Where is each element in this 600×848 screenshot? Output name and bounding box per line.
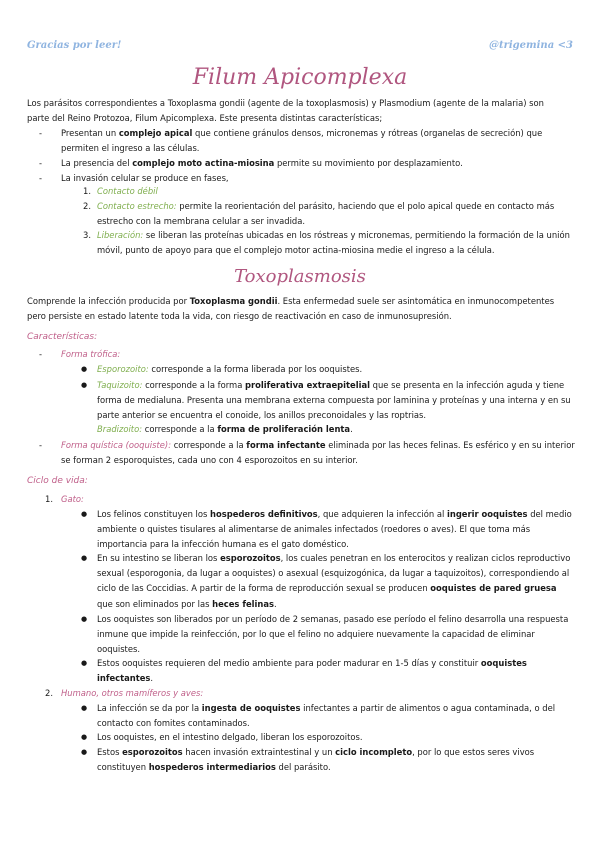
bullet-icon: ● — [81, 381, 88, 389]
gato-item: ● En su intestino se liberan los esporozoitos, los cuales penetran en los enterocitos y realizan ciclos reproductivo sexual (esporogonia, da lugar a ooquistes) o asexual (esquizogónica, da lugar a taquizoitos), correspondiendo al ciclo de las Coccidias. A partir de la forma de reproducción sexual se producen ooquistes de pared gruesa que son eliminados por las heces felinas. — [81, 553, 571, 609]
dash-marker: - — [39, 173, 43, 183]
bullet-icon: ● — [81, 704, 88, 712]
intro-line-2: parte del Reino Protozoa, Filum Apicomplexa. Este presenta distintas características; — [27, 113, 383, 124]
dash-marker: - — [39, 440, 43, 450]
humano-item: ● La infección se da por la ingesta de ooquistes infectantes a partir de alimentos o agua contaminada, o del contacto con fomites contaminados. — [81, 703, 556, 729]
taquizoito-item: ● Taquizoito: corresponde a la forma proliferativa extraepitelial que se presenta en la infección aguda y tiene forma de medialuna. Presenta una membrana externa compuesta por laminina y proteínas y una interna y en su parte anterior se encuentra el conoide, los anillos preconoidales y las roptrias. — [81, 380, 571, 421]
header-author: @trigemina <3 — [489, 40, 573, 51]
ciclo-heading: Ciclo de vida: — [27, 476, 88, 486]
intro-line-1: Los parásitos correspondientes a Toxoplasma gondii (agente de la toxoplasmosis) y Plasmodium (agente de la malaria) son — [27, 98, 544, 108]
forma-quistica-item: - Forma quística (ooquiste): corresponde a la forma infectante eliminada por las heces felinas. Es esférico y en su interior se forman 2 esporoquistes, cada uno con 4 esporozoitos en su interior. — [39, 440, 575, 466]
feature-item: - La presencia del complejo moto actina-miosina permite su movimiento por desplazamiento. — [61, 156, 577, 171]
dash-marker: - — [39, 158, 43, 168]
intro-paragraph — [27, 96, 575, 126]
characteristics-heading: Características: — [27, 332, 98, 342]
gato-heading: 1. Gato: — [45, 494, 84, 504]
bullet-icon: ● — [81, 365, 88, 373]
toxo-intro: Comprende la infección producida por Toxoplasma gondii. Esta enfermedad suele ser asintomática en inmunocompetentes pero persiste en estado latente toda la vida, con riesgo de reactivación en caso de inmunosupresión. — [27, 296, 555, 322]
phase-item: 3. Liberación: se liberan las proteínas ubicadas en los róstreas y micronemas, permitiendo la formación de la unión móvil, punto de apoyo para que el complejo motor actina-miosina medie el ingreso a la célula. — [83, 230, 570, 256]
bradizoito-item: Bradizoito: corresponde a la forma de proliferación lenta. — [97, 424, 353, 434]
bullet-icon: ● — [81, 659, 88, 667]
bullet-icon: ● — [81, 748, 88, 756]
dash-marker: - — [39, 128, 43, 138]
phase-item: 2. Contacto estrecho: permite la reorientación del parásito, haciendo que el polo apical quede en contacto más estrecho con la membrana celular a ser invadida. — [83, 201, 555, 227]
section-title: Toxoplasmosis — [234, 266, 366, 287]
phase-item: 1. Contacto débil — [83, 186, 158, 196]
humano-item: ● Los ooquistes, en el intestino delgado, liberan los esporozoitos. — [97, 730, 575, 745]
page-title: Filum Apicomplexa — [192, 65, 408, 90]
forma-trofica-item: - Forma trófica: — [61, 347, 577, 362]
esporozoito-item: ● Esporozoito: corresponde a la forma liberada por los ooquistes. — [97, 362, 575, 377]
bullet-icon: ● — [81, 510, 88, 518]
feature-item: - La invasión celular se produce en fases, — [61, 171, 577, 186]
humano-heading: 2. Humano, otros mamíferos y aves: — [45, 688, 204, 698]
bullet-icon: ● — [81, 554, 88, 562]
humano-item: ● Estos esporozoitos hacen invasión extraintestinal y un ciclo incompleto, por lo que estos seres vivos constituyen hospederos intermediarios del parásito. — [81, 747, 535, 773]
gato-item: ● Estos ooquistes requieren del medio ambiente para poder madurar en 1-5 días y constituir ooquistes infectantes. — [81, 658, 527, 684]
gato-item: ● Los ooquistes son liberados por un período de 2 semanas, pasado ese período el felino desarrolla una respuesta inmune que impide la reinfección, por lo que el felino no adquiere nuevamente la capacidad de eliminar ooquistes. — [81, 614, 569, 655]
bullet-icon: ● — [81, 733, 88, 741]
feature-item: - Presentan un complejo apical que contiene gránulos densos, micronemas y rótreas (organelas de secreción) que permiten el ingreso a las células. — [39, 128, 543, 154]
header-thanks: Gracias por leer! — [27, 40, 122, 51]
dash-marker: - — [39, 349, 43, 359]
bullet-icon: ● — [81, 615, 88, 623]
gato-item: ● Los felinos constituyen los hospederos definitivos, que adquieren la infección al ingerir ooquistes del medio ambiente o quistes tisulares al alimentarse de animales infectados (roedores o aves). El que toma más importancia para la infección humana es el gato doméstico. — [81, 509, 572, 550]
